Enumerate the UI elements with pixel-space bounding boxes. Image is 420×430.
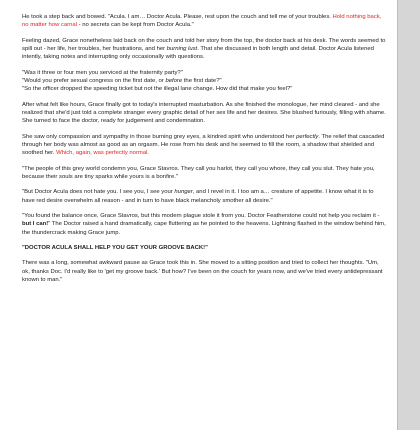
text-run: She saw only compassion and sympathy in those burning grey eyes, a kindred spirit who understood her xyxy=(22,133,297,140)
text-run: burning lust xyxy=(166,46,198,53)
text-run: before xyxy=(165,78,183,85)
text-run: "So the officer dropped the speeding ticket but not the illegal lane change. How did that make you feel?" xyxy=(22,86,293,93)
text-run: "The people of this grey world condemn you, Grace Stavros. They call you harlot, they call you whore, they call you slut. They hate you, because their souls are tiny sparks while yours is a bonfire." xyxy=(22,165,375,181)
paragraph xyxy=(22,212,387,237)
text-run: There was a long, somewhat awkward pause as Grace took this in. She moved to a sitting position and tried to collect her thoughts. "Um, ok, thanks Doc. I'd really like to 'get my groove back.' But how? I've been on the couch for years now, and we've tried every antidepressant known to man." xyxy=(22,260,383,283)
text-run: " The Doctor raised a hand dramatically, cape fluttering as he pointed to the heavens. Lightning flashed in the window behind him, the thundercrack making Grace jump. xyxy=(22,221,386,236)
paragraph xyxy=(22,37,387,62)
paragraph xyxy=(22,165,387,182)
text-run: perfectly xyxy=(296,133,319,140)
paragraph xyxy=(22,13,387,30)
text-run: hunger xyxy=(174,189,193,196)
paragraph xyxy=(22,101,387,126)
text-run: the first date?" xyxy=(182,78,222,85)
text-run: "Would you prefer sexual congress on the first date, or xyxy=(22,78,166,85)
text-run: . The relief that cascaded through her body was almost as good as an orgasm. He rose from his desk and he seemed to fill the room, a shadow that shielded and soothed her. xyxy=(22,133,385,157)
paragraph xyxy=(22,133,387,158)
highlighted-text: Which, again, was perfectly normal. xyxy=(56,150,150,157)
text-run: He took a step back and bowed. "Acula. I am… Doctor Acula. Please, rest upon the couch and tell me of your troubles. xyxy=(22,14,333,20)
paragraph xyxy=(22,259,387,284)
text-run: . That she discussed in both length and detail. Doctor Acula listened intently, taking notes and interrupting only occasionally with questions. xyxy=(22,46,374,61)
text-run: but I can! xyxy=(22,221,49,228)
text-run: Feeling dazed, Grace nonetheless laid back on the couch and told her story from the top, the doctor back at his desk. The words seemed to spill out - her life, her troubles, her frustrations, and her xyxy=(22,37,386,53)
text-run: "DOCTOR ACULA SHALL HELP YOU GET YOUR GROOVE BACK!" xyxy=(22,244,208,251)
document-body xyxy=(22,13,387,284)
paragraph xyxy=(22,188,387,205)
text-run: After what felt like hours, Grace finally got to today's interrupted masturbation. As she finished the monologue, her mind cleared - and she realized that she'd just told a complete stranger every graphic detail of her sex life and her desires. She blushed furiously, filling with shame. She turned to face the doctor, ready for judgement and condemnation. xyxy=(22,101,386,125)
text-run: "But Doctor Acula does not hate you. I see you, I see your xyxy=(22,189,175,196)
page-edge xyxy=(397,0,398,430)
text-run: "Was it three or four men you serviced at the fraternity party?" xyxy=(22,69,183,76)
highlighted-text: Hold nothing back, no matter how carnal xyxy=(22,14,382,29)
text-run: , and I revel in it. I too am a… creature of appetite. I know what it is to have red desire overwhelm all reason - and in turn to have black melancholy smother all desire." xyxy=(22,189,374,204)
text-run: - no secrets can be kept from Doctor Acula." xyxy=(77,22,194,29)
paragraph xyxy=(22,69,387,94)
text-run: "You found the balance once, Grace Stavros, but this modern plague stole it from you. Doctor Featherstone could not help you reclaim it - xyxy=(22,212,380,219)
paragraph xyxy=(22,244,387,252)
